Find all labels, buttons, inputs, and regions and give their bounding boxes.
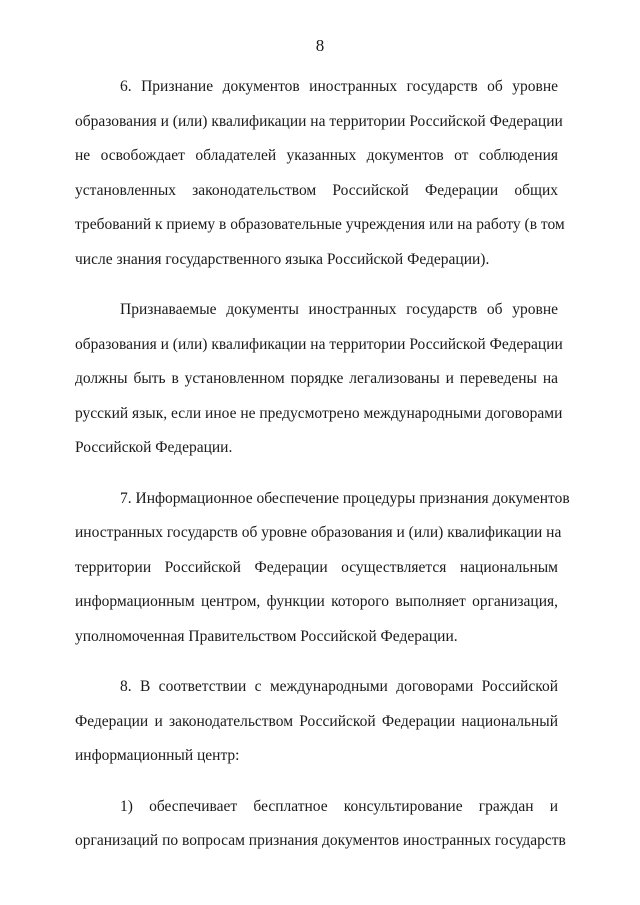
text-line: Признаваемые документы иностранных государств об уровне xyxy=(120,301,558,318)
text-line: информационный центр: xyxy=(75,747,240,764)
text-line: организаций по вопросам признания документов иностранных государств xyxy=(75,832,566,849)
text-line: русский язык, если иное не предусмотрено международными договорами xyxy=(75,404,563,422)
text-line: 8. В соответствии с международными договорами Российской xyxy=(120,678,558,695)
text-line: информационным центром, функции которого выполняет организация, xyxy=(75,593,558,610)
text-line: территории Российской Федерации осуществляется национальным xyxy=(75,558,558,576)
paragraph-7 xyxy=(75,482,570,655)
paragraph-recognized-documents xyxy=(75,293,563,466)
page-number: 8 xyxy=(315,36,325,55)
text-line: 1) обеспечивает бесплатное консультирование граждан и xyxy=(120,797,558,815)
paragraph-spacer xyxy=(75,466,558,482)
text-line: образования и (или) квалификации на территории Российской Федерации xyxy=(75,335,563,353)
paragraph-spacer xyxy=(75,774,558,790)
text-line: не освобождает обладателей указанных документов от соблюдения xyxy=(75,147,558,164)
text-line: 7. Информационное обеспечение процедуры признания документов xyxy=(120,489,570,507)
text-line: 6. Признание документов иностранных государств об уровне xyxy=(120,78,558,95)
paragraph-8-item-1 xyxy=(75,790,566,859)
text-line: иностранных государств об уровне образования и (или) квалификации на xyxy=(75,524,562,541)
document-body xyxy=(75,70,570,859)
text-line: Федерации и законодательством Российской Федерации национальный xyxy=(75,712,558,730)
text-line: должны быть в установленном порядке легализованы и переведены на xyxy=(75,370,558,387)
text-line: уполномоченная Правительством Российской Федерации. xyxy=(75,627,458,645)
text-line: образования и (или) квалификации на территории Российской Федерации xyxy=(75,112,563,130)
paragraph-6 xyxy=(75,70,565,277)
paragraph-spacer xyxy=(75,277,558,293)
paragraph-spacer xyxy=(75,654,558,670)
text-line: числе знания государственного языка Российской Федерации). xyxy=(75,250,490,268)
text-line: Российской Федерации. xyxy=(75,439,233,456)
text-line: установленных законодательством Российской Федерации общих xyxy=(75,181,558,199)
text-line: требований к приему в образовательные учреждения или на работу (в том xyxy=(75,216,565,233)
paragraph-8 xyxy=(75,670,558,774)
